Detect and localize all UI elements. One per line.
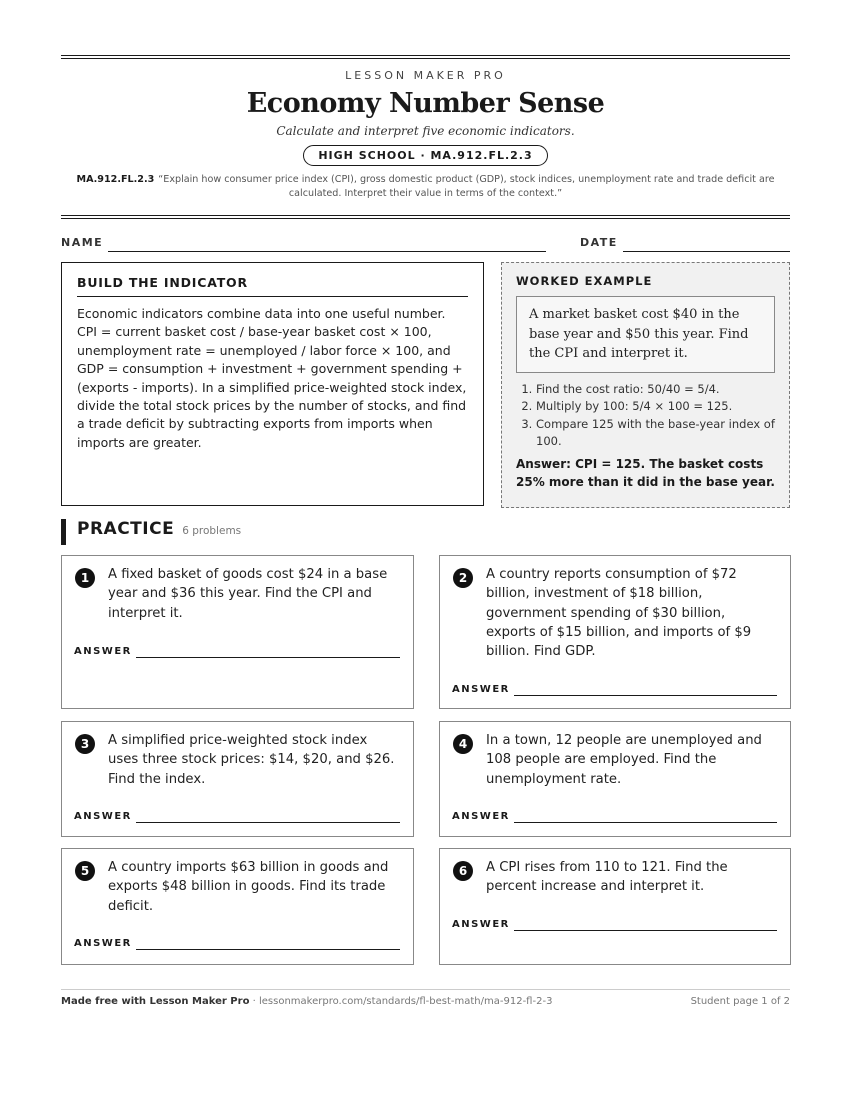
worked-step: 3. Compare 125 with the base-year index of 100. — [536, 416, 775, 451]
answer-label: ANSWER — [74, 646, 132, 657]
problem-card-1 — [61, 555, 414, 709]
build-indicator-box — [61, 262, 484, 506]
problem-number: 1 — [75, 568, 95, 588]
worked-heading: WORKED EXAMPLE — [516, 274, 653, 288]
problem-text: A fixed basket of goods cost $24 in a base year and $36 this year. Find the CPI and interpret it. — [108, 567, 388, 621]
answer-label: ANSWER — [452, 684, 510, 695]
page-footer — [61, 989, 790, 1007]
worked-example-box — [501, 262, 790, 508]
answer-label: ANSWER — [452, 811, 510, 822]
answer-line[interactable] — [514, 695, 777, 696]
practice-heading: PRACTICE — [77, 519, 175, 539]
problem-number: 6 — [453, 861, 473, 881]
answer-row — [74, 811, 400, 827]
build-body: Economic indicators combine data into one useful number. CPI = current basket cost / base-year basket cost × 100, unemployment rate = unemployed / labor force × 100, and GDP = consumption + investment + government spending + (exports - imports). In a simplified price-weighted stock index, divide the total stock prices by the number of stocks, and find a trade deficit by subtracting exports from imports when imports are greater. — [77, 306, 467, 450]
problem-card-3 — [61, 721, 414, 837]
answer-line[interactable] — [136, 822, 400, 823]
worked-step: 2. Multiply by 100: 5/4 × 100 = 125. — [536, 398, 775, 416]
problem-number: 4 — [453, 734, 473, 754]
date-label: DATE — [580, 236, 618, 249]
footer-url[interactable]: · lessonmakerpro.com/standards/fl-best-math/ma-912-fl-2-3 — [249, 996, 553, 1007]
answer-label: ANSWER — [74, 811, 132, 822]
standard-text: “Explain how consumer price index (CPI), gross domestic product (GDP), stock indices, unemployment rate and trade deficit are calculated. Interpret their value in terms of the context.” — [158, 174, 775, 199]
problem-text: A country imports $63 billion in goods and exports $48 billion in goods. Find its trade deficit. — [108, 860, 389, 914]
worked-step: 1. Find the cost ratio: 50/40 = 5/4. — [536, 381, 775, 399]
answer-label: ANSWER — [74, 938, 132, 949]
worksheet-page — [61, 55, 790, 1007]
build-heading: BUILD THE INDICATOR — [77, 275, 468, 297]
name-label: NAME — [61, 236, 104, 249]
header-bottom-rule — [61, 215, 790, 219]
answer-row — [74, 938, 400, 954]
problem-card-2 — [439, 555, 791, 709]
answer-row — [452, 811, 777, 827]
problem-card-4 — [439, 721, 791, 837]
answer-row — [452, 684, 777, 700]
answer-label: ANSWER — [452, 919, 510, 930]
practice-header — [61, 519, 241, 545]
top-rule — [61, 55, 790, 59]
worked-answer: Answer: CPI = 125. The basket costs 25% more than it did in the base year. — [516, 456, 775, 489]
problem-number: 3 — [75, 734, 95, 754]
problem-number: 2 — [453, 568, 473, 588]
page-title: Economy Number Sense — [246, 88, 605, 119]
problem-card-5 — [61, 848, 414, 965]
standard-code: MA.912.FL.2.3 — [76, 174, 155, 185]
problem-text: A CPI rises from 110 to 121. Find the percent increase and interpret it. — [486, 860, 728, 895]
problem-number: 5 — [75, 861, 95, 881]
answer-row — [452, 919, 777, 935]
answer-line[interactable] — [514, 822, 777, 823]
problem-text: In a town, 12 people are unemployed and 108 people are employed. Find the unemployment rate. — [486, 733, 762, 787]
footer-page-number: Student page 1 of 2 — [690, 996, 790, 1007]
name-date-row — [61, 233, 790, 259]
standard-description — [61, 173, 790, 201]
name-field[interactable] — [108, 251, 546, 252]
answer-line[interactable] — [136, 949, 400, 950]
answer-row — [74, 646, 400, 662]
problem-card-6 — [439, 848, 791, 965]
page-subtitle: Calculate and interpret five economic indicators. — [276, 124, 575, 138]
brand-name: LESSON MAKER PRO — [345, 69, 506, 82]
level-badge: HIGH SCHOOL · MA.912.FL.2.3 — [303, 145, 547, 166]
answer-line[interactable] — [136, 657, 400, 658]
date-field[interactable] — [623, 251, 790, 252]
worked-problem: A market basket cost $40 in the base year and $50 this year. Find the CPI and interpret it. — [516, 296, 775, 373]
worked-steps — [516, 381, 775, 451]
practice-count: 6 problems — [182, 525, 242, 537]
answer-line[interactable] — [514, 930, 777, 931]
problem-text: A simplified price-weighted stock index uses three stock prices: $14, $20, and $26. Find the index. — [108, 733, 395, 787]
problem-text: A country reports consumption of $72 billion, investment of $18 billion, government spending of $30 billion, exports of $15 billion, and imports of $9 billion. Find GDP. — [486, 567, 752, 660]
footer-made-with: Made free with Lesson Maker Pro — [61, 996, 250, 1007]
